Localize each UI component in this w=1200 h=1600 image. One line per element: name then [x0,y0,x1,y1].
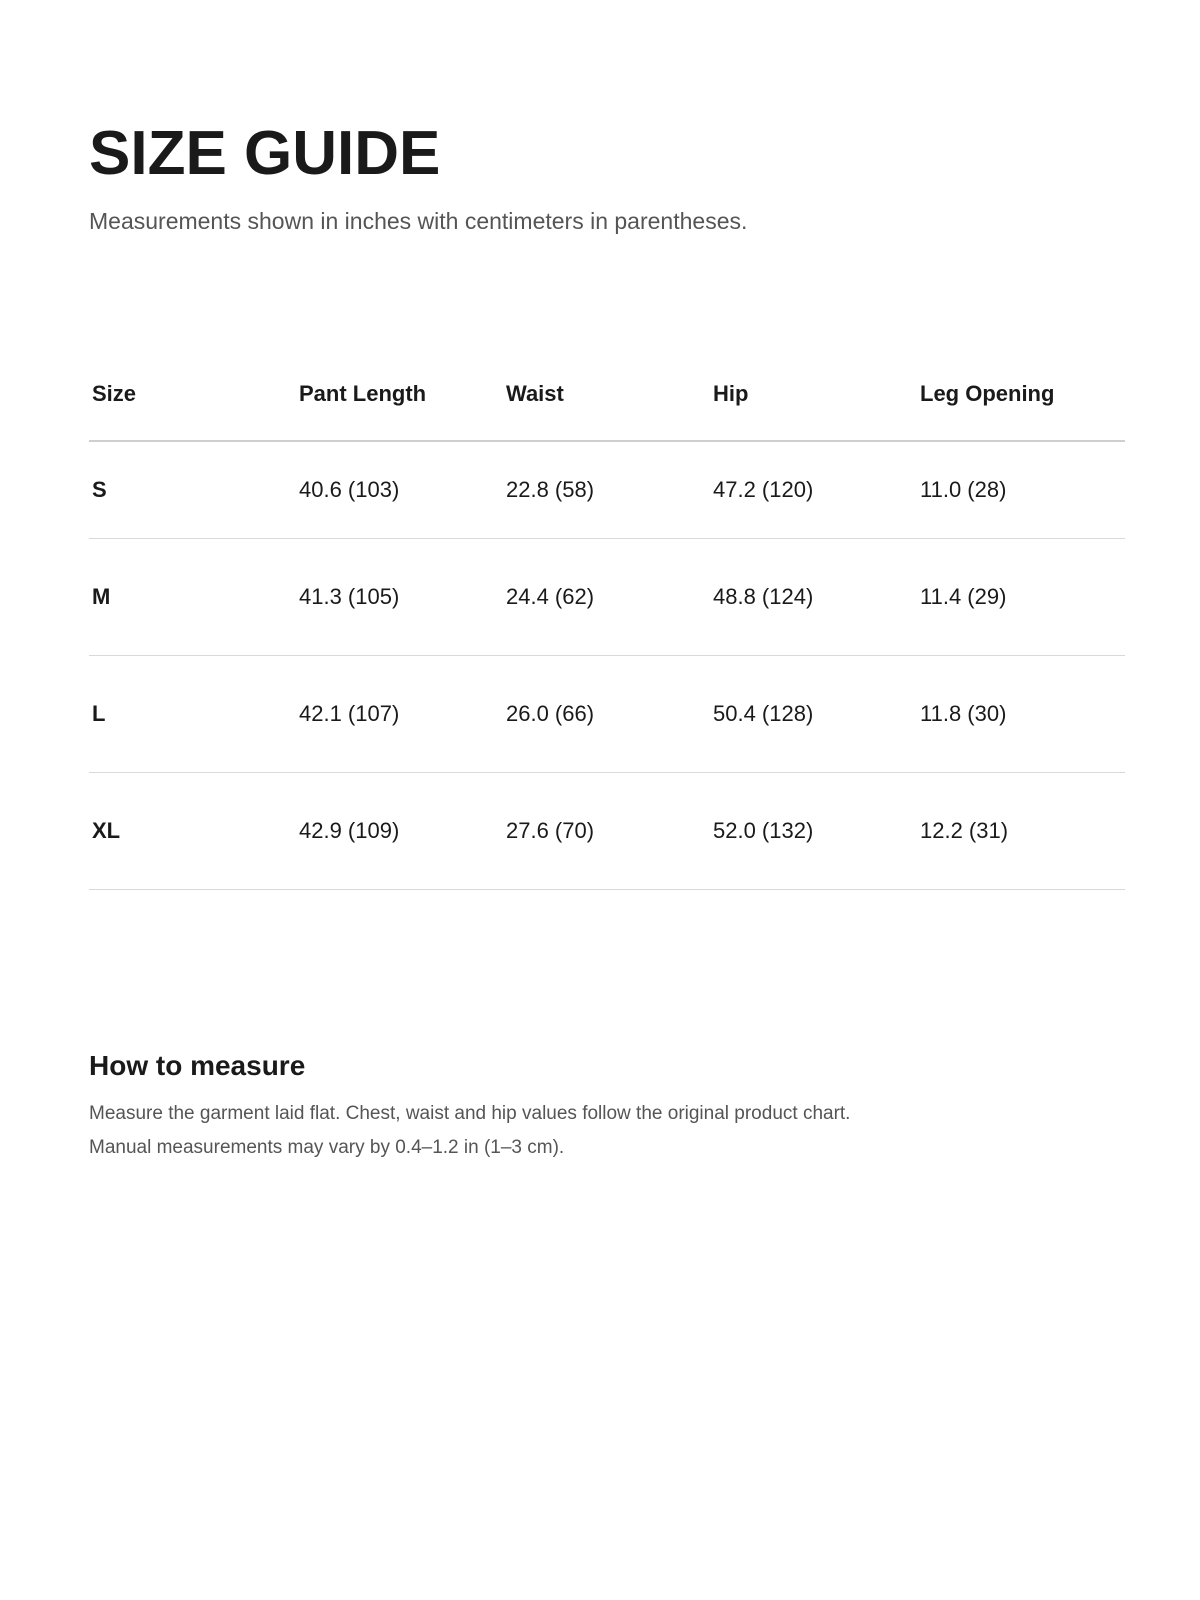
leg-opening-cell: 11.4 (29) [920,584,1007,609]
waist-cell: 22.8 (58) [506,477,595,502]
leg-opening-cell: 12.2 (31) [920,818,1009,843]
hip-cell: 47.2 (120) [713,477,814,502]
size-cell: XL [92,818,121,843]
column-header-hip: Hip [713,381,749,406]
hip-cell: 52.0 (132) [713,818,814,843]
how-to-measure-line: Manual measurements may vary by 0.4–1.2 in (1–3 cm). [89,1137,565,1158]
column-header-leg-opening: Leg Opening [920,381,1055,406]
leg-opening-cell: 11.8 (30) [920,701,1007,726]
pant-length-cell: 42.1 (107) [299,701,400,726]
size-cell: M [92,584,111,609]
column-header-waist: Waist [506,381,564,406]
size-cell: L [92,701,106,726]
pant-length-cell: 42.9 (109) [299,818,400,843]
how-to-measure-line: Measure the garment laid flat. Chest, waist and hip values follow the original product chart. [89,1103,851,1124]
column-header-pant-length: Pant Length [299,381,427,406]
waist-cell: 24.4 (62) [506,584,595,609]
size-cell: S [92,477,107,502]
page-title: SIZE GUIDE [89,119,441,188]
column-header-size: Size [92,381,137,406]
hip-cell: 48.8 (124) [713,584,814,609]
table-row [89,539,1125,656]
table-row [89,773,1125,890]
page-subtitle: Measurements shown in inches with centimeters in parentheses. [89,208,748,234]
table-row [89,442,1125,539]
how-to-measure-heading: How to measure [89,1050,306,1081]
leg-opening-cell: 11.0 (28) [920,477,1007,502]
hip-cell: 50.4 (128) [713,701,814,726]
waist-cell: 27.6 (70) [506,818,595,843]
table-header-row [89,360,1125,442]
pant-length-cell: 41.3 (105) [299,584,400,609]
table-row [89,656,1125,773]
pant-length-cell: 40.6 (103) [299,477,400,502]
size-table [89,360,1125,890]
waist-cell: 26.0 (66) [506,701,595,726]
